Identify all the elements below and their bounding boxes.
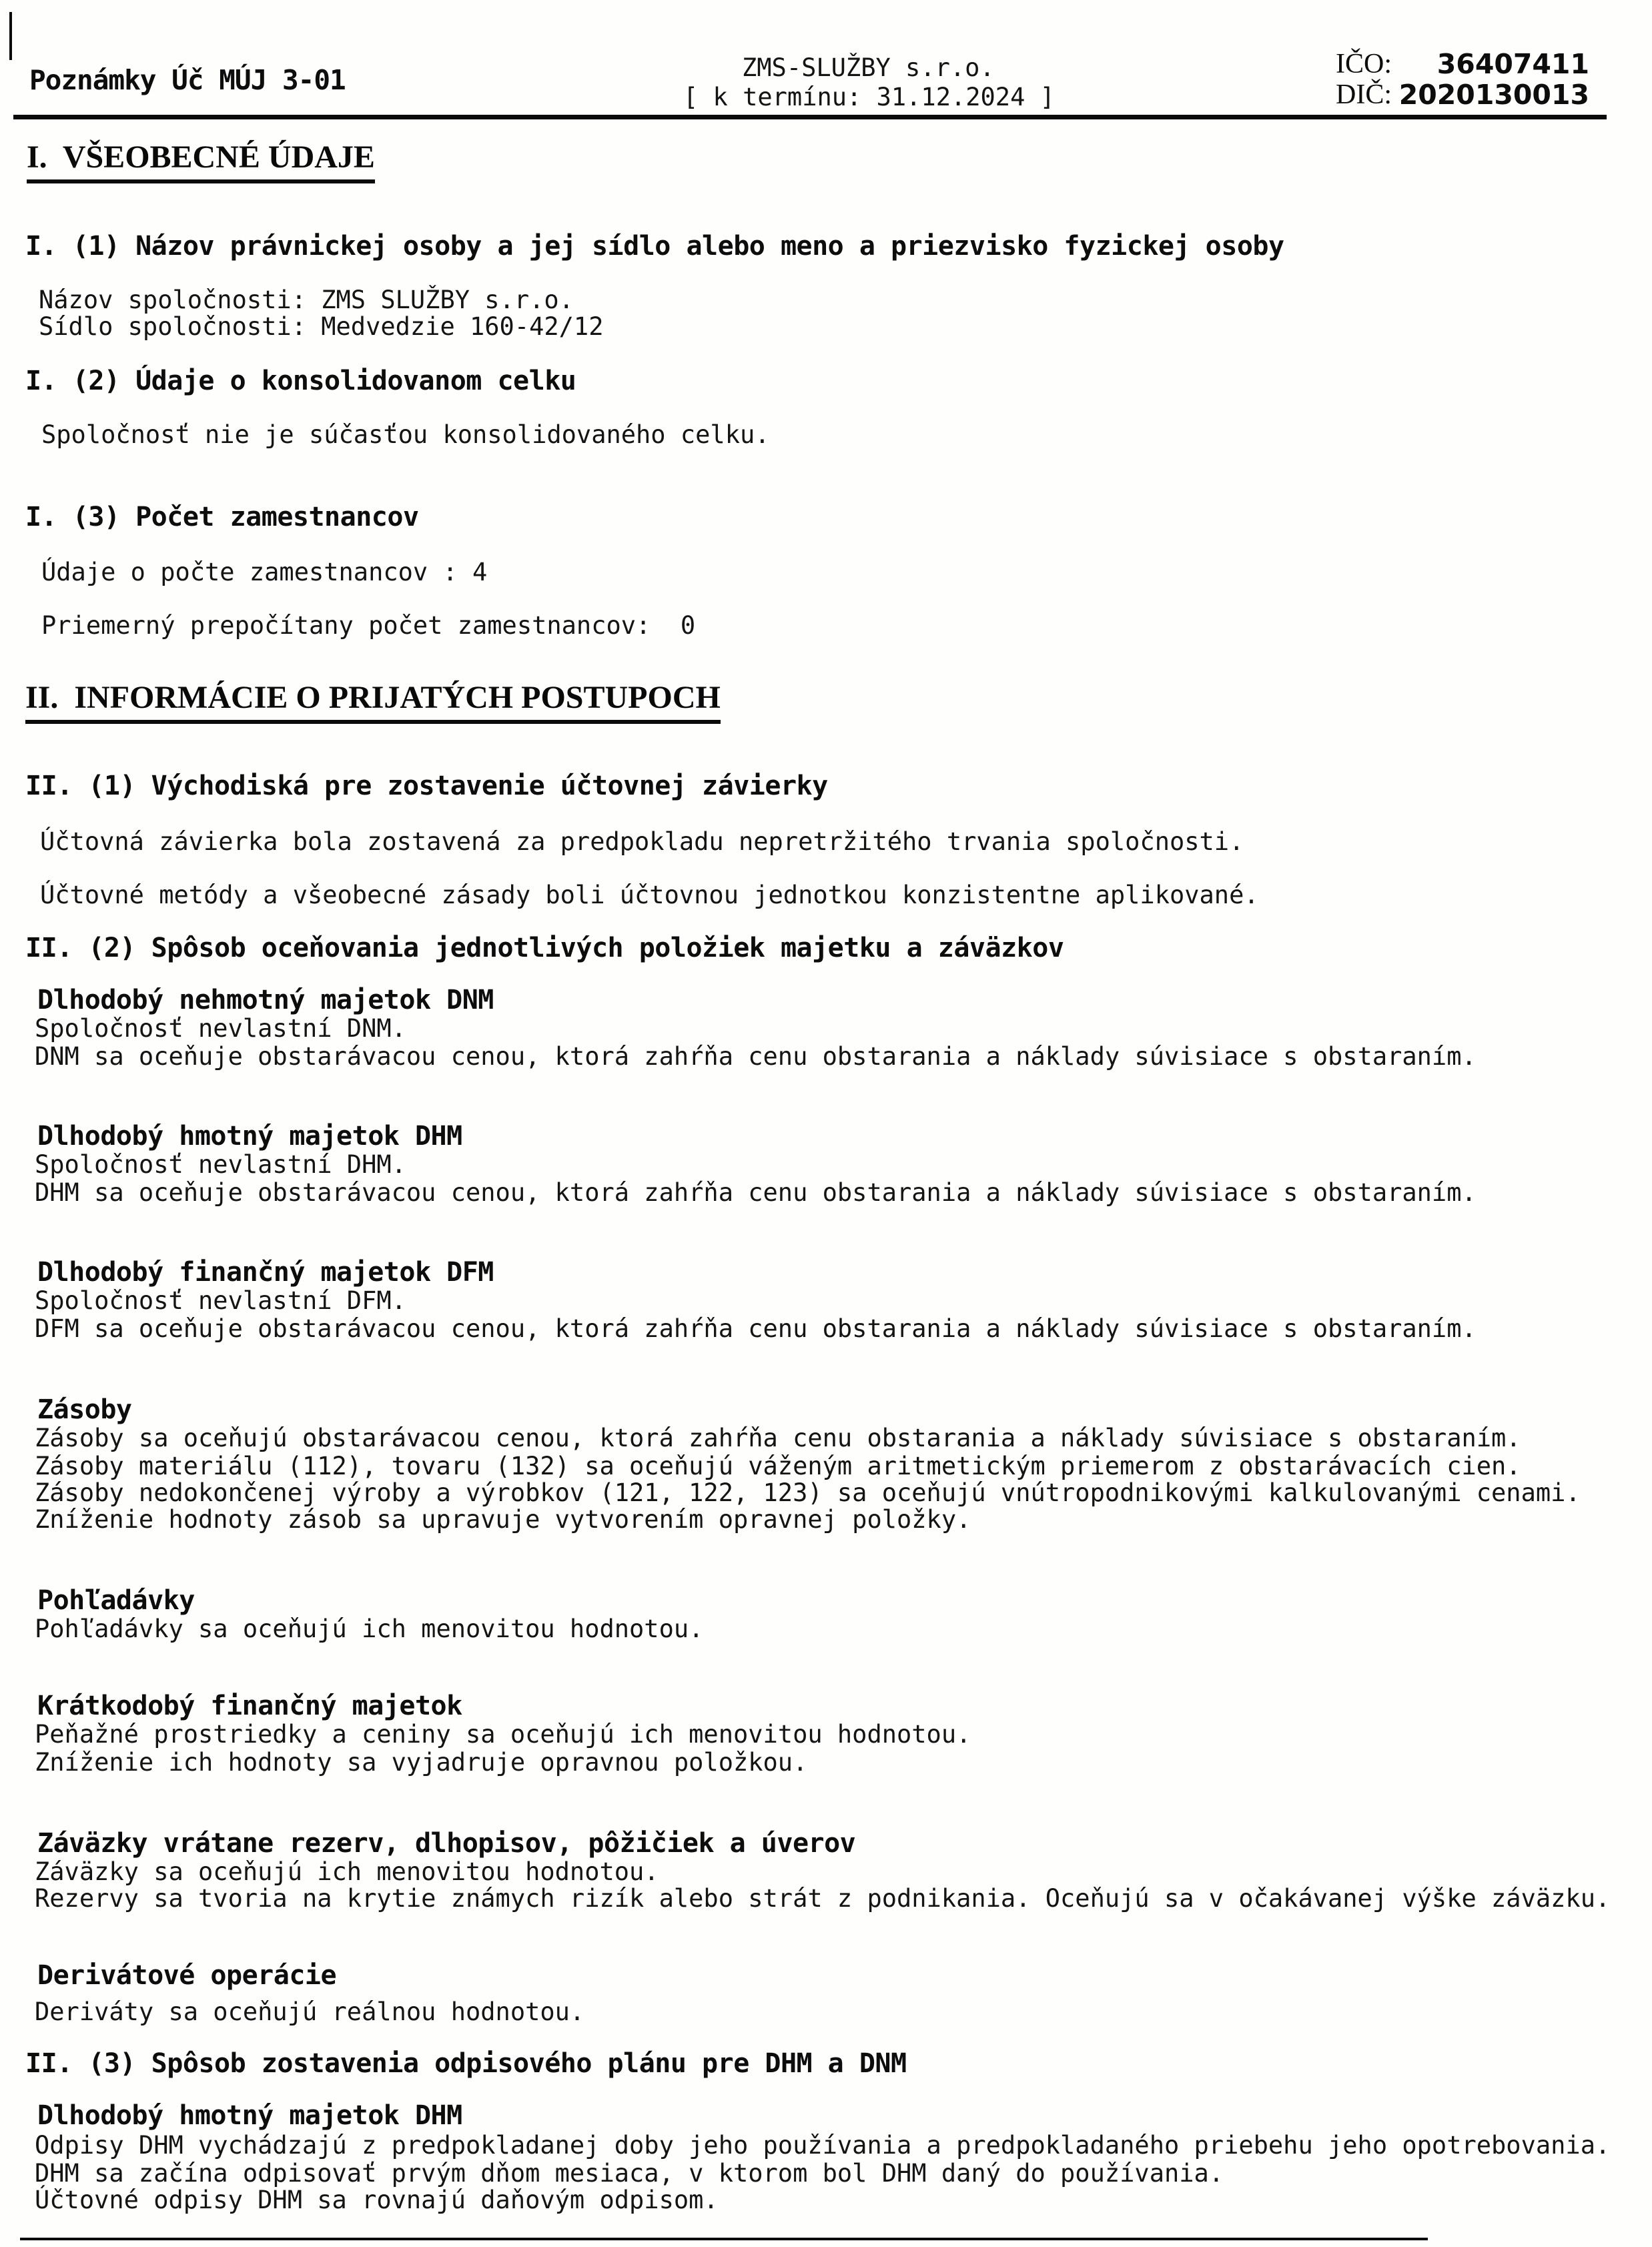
odpisy-heading: Dlhodobý hmotný majetok DHM xyxy=(37,2100,462,2131)
dnm-line-2: DNM sa oceňuje obstarávacou cenou, ktorá zahŕňa cenu obstarania a náklady súvisiace s obstaraním. xyxy=(35,1042,1477,1071)
dfm-line-1: Spoločnosť nevlastní DFM. xyxy=(35,1286,406,1315)
derivaty-line-1: Deriváty sa oceňujú reálnou hodnotou. xyxy=(35,1997,585,2026)
header-divider xyxy=(13,115,1607,119)
pohladavky-line-1: Pohľadávky sa oceňujú ich menovitou hodnotou. xyxy=(35,1615,704,1643)
dfm-line-2: DFM sa oceňuje obstarávacou cenou, ktorá zahŕňa cenu obstarania a náklady súvisiace s obstaraním. xyxy=(35,1314,1477,1343)
zasoby-line-4: Zníženie hodnoty zásob sa upravuje vytvorením opravnej položky. xyxy=(35,1505,971,1534)
ico-label: IČO: xyxy=(1336,49,1392,79)
dhm-line-2: DHM sa oceňuje obstarávacou cenou, ktorá zahŕňa cenu obstarania a náklady súvisiace s obstaraním. xyxy=(35,1178,1477,1207)
zavazky-line-1: Záväzky sa oceňujú ich menovitou hodnotou. xyxy=(35,1857,659,1886)
dhm-heading: Dlhodobý hmotný majetok DHM xyxy=(37,1121,462,1152)
kfm-line-2: Zníženie ich hodnoty sa vyjadruje opravnou položkou. xyxy=(35,1748,808,1777)
zasoby-line-2: Zásoby materiálu (112), tovaru (132) sa oceňujú váženým aritmetickým priemerom z obstarávacích cien. xyxy=(35,1452,1521,1480)
bottom-divider xyxy=(20,2238,1428,2240)
consolidation-line: Spoločnosť nie je súčasťou konsolidovaného celku. xyxy=(41,420,770,449)
odpisy-line-2: DHM sa začína odpisovať prvým dňom mesiaca, v ktorom bol DHM daný do používania. xyxy=(35,2159,1224,2188)
form-title: Poznámky Úč MÚJ 3-01 xyxy=(29,64,346,96)
section2-title: II. INFORMÁCIE O PRIJATÝCH POSTUPOCH xyxy=(25,679,721,724)
zasoby-line-1: Zásoby sa oceňujú obstarávacou cenou, ktorá zahŕňa cenu obstarania a náklady súvisiace s obstaraním. xyxy=(35,1424,1521,1452)
heading-ii2: II. (2) Spôsob oceňovania jednotlivých položiek majetku a záväzkov xyxy=(25,933,1064,963)
odpisy-line-3: Účtovné odpisy DHM sa rovnajú daňovým odpisom. xyxy=(35,2186,719,2214)
heading-ii3: II. (3) Spôsob zostavenia odpisového plánu pre DHM a DNM xyxy=(25,2048,907,2079)
zasoby-heading: Zásoby xyxy=(37,1394,132,1425)
zavazky-line-2: Rezervy sa tvoria na krytie známych rizík alebo strát z podnikania. Oceňujú sa v očakávanej výške záväzku. xyxy=(35,1884,1611,1913)
ico-value: 36407411 xyxy=(1436,48,1589,80)
derivaty-heading: Derivátové operácie xyxy=(37,1960,337,1991)
company-name: ZMS-SLUŽBY s.r.o. xyxy=(742,53,995,82)
dic-label: DIČ: xyxy=(1336,79,1392,110)
zasoby-line-3: Zásoby nedokončenej výroby a výrobkov (121, 122, 123) sa oceňujú vnútropodnikovými kalkulovanými cenami. xyxy=(35,1478,1581,1507)
heading-i2: I. (2) Údaje o konsolidovanom celku xyxy=(25,366,576,396)
methods-consistency-line: Účtovné metódy a všeobecné zásady boli účtovnou jednotkou konzistentne aplikované. xyxy=(40,881,1259,909)
section1-title: I. VŠEOBECNÉ ÚDAJE xyxy=(27,139,375,183)
kfm-heading: Krátkodobý finančný majetok xyxy=(37,1691,462,1721)
pohladavky-heading: Pohľadávky xyxy=(37,1585,195,1616)
zavazky-heading: Záväzky vrátane rezerv, dlhopisov, pôžičiek a úverov xyxy=(37,1828,856,1859)
header-left-tick xyxy=(9,12,12,60)
dhm-line-1: Spoločnosť nevlastní DHM. xyxy=(35,1150,406,1179)
report-period: [ k termínu: 31.12.2024 ] xyxy=(683,83,1055,111)
heading-i3: I. (3) Počet zamestnancov xyxy=(25,502,419,532)
dnm-heading: Dlhodobý nehmotný majetok DNM xyxy=(37,985,494,1015)
company-address-line: Sídlo spoločnosti: Medvedzie 160-42/12 xyxy=(39,312,604,341)
odpisy-line-1: Odpisy DHM vychádzajú z predpokladanej doby jeho používania a predpokladaného priebehu jeho opotrebovania. xyxy=(35,2131,1611,2160)
going-concern-line: Účtovná závierka bola zostavená za predpokladu nepretržitého trvania spoločnosti. xyxy=(40,827,1244,856)
heading-ii1: II. (1) Východiská pre zostavenie účtovnej závierky xyxy=(25,771,828,801)
dfm-heading: Dlhodobý finančný majetok DFM xyxy=(37,1257,494,1288)
employees-count-line: Údaje o počte zamestnancov : 4 xyxy=(41,558,488,586)
dnm-line-1: Spoločnosť nevlastní DNM. xyxy=(35,1014,406,1043)
dic-value: 2020130013 xyxy=(1398,79,1589,111)
employees-average-line: Priemerný prepočítany počet zamestnancov: 0 xyxy=(41,611,696,640)
kfm-line-1: Peňažné prostriedky a ceniny sa oceňujú ich menovitou hodnotou. xyxy=(35,1720,971,1749)
company-name-line: Názov spoločnosti: ZMS SLUŽBY s.r.o. xyxy=(39,286,574,314)
heading-i1: I. (1) Názov právnickej osoby a jej sídlo alebo meno a priezvisko fyzickej osoby xyxy=(25,231,1284,262)
